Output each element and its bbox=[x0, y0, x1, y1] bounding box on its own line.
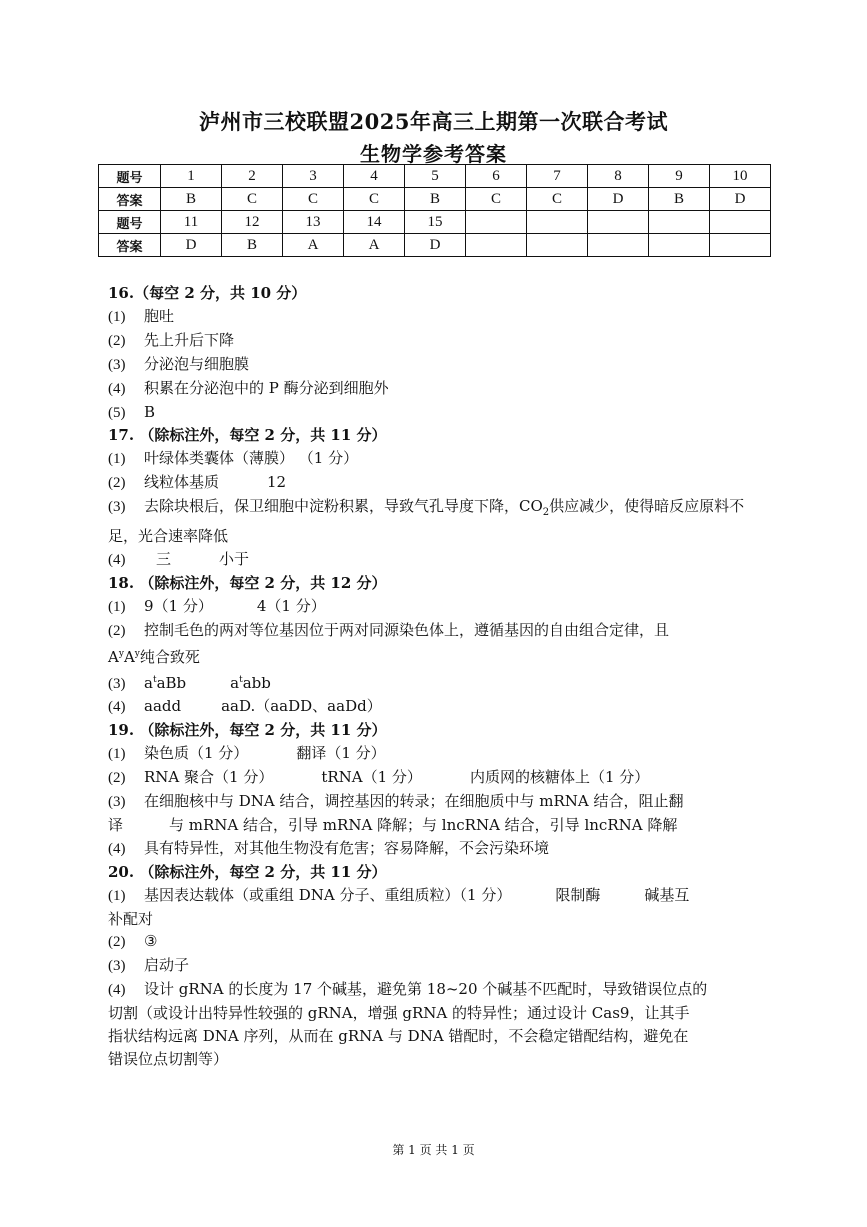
table-row bbox=[99, 211, 771, 234]
answer-text: 控制毛色的两对等位基因位于两对同源染色体上，遵循基因的自由组合定律，且 bbox=[144, 620, 670, 639]
answer-text: 启动子 bbox=[144, 956, 190, 975]
q18-answer-2-cont bbox=[108, 643, 764, 669]
table-cell: 1 bbox=[161, 165, 222, 188]
answer-text: 翻译（1 分） bbox=[296, 744, 386, 763]
answer-text: 4（1 分） bbox=[256, 596, 326, 615]
table-row-label: 答案 bbox=[99, 188, 161, 211]
item-number: (4) bbox=[108, 551, 126, 568]
q18-header: 18. （除标注外，每空 2 分，共 12 分） bbox=[108, 573, 387, 592]
answer-text: RNA 聚合（1 分） bbox=[144, 768, 274, 787]
table-cell: D bbox=[710, 188, 771, 211]
superscript: y bbox=[118, 648, 124, 659]
q16-answer-1 bbox=[108, 305, 764, 329]
q20-answer-1-cont: 补配对 bbox=[108, 909, 154, 928]
genotype: A bbox=[123, 647, 135, 666]
answer-text: 9（1 分） bbox=[144, 596, 213, 615]
answer-text: 叶绿体类囊体（薄膜） （1 分） bbox=[144, 449, 359, 468]
table-cell: 5 bbox=[405, 165, 466, 188]
answer-text: 供应减少，使得暗反应原料不足，光合速率降低 bbox=[108, 497, 745, 546]
item-number: (1) bbox=[108, 598, 126, 615]
table-cell bbox=[527, 211, 588, 234]
table-cell: C bbox=[466, 188, 527, 211]
table-cell bbox=[649, 211, 710, 234]
answer-text: 小于 bbox=[219, 549, 250, 568]
item-number: (1) bbox=[108, 887, 126, 904]
genotype: abb bbox=[242, 673, 271, 692]
table-cell: 8 bbox=[588, 165, 649, 188]
answer-text: 具有特异性，对其他生物没有危害；容易降解，不会污染环境 bbox=[144, 838, 550, 857]
q18-answer-1 bbox=[108, 595, 764, 619]
item-number: (3) bbox=[108, 499, 126, 516]
item-number: (2) bbox=[108, 770, 126, 787]
q19-answer-2 bbox=[108, 766, 764, 790]
exam-subtitle: 生物学参考答案 bbox=[360, 142, 507, 166]
superscript: y bbox=[134, 648, 140, 659]
table-row-label: 题号 bbox=[99, 211, 161, 234]
table-cell: C bbox=[344, 188, 405, 211]
table-cell: B bbox=[222, 234, 283, 257]
q19-answer-1 bbox=[108, 742, 764, 766]
table-row bbox=[99, 234, 771, 257]
item-number: (1) bbox=[108, 746, 126, 763]
q17-answer-2 bbox=[108, 471, 764, 495]
table-cell: 4 bbox=[344, 165, 405, 188]
q19-header: 19. （除标注外，每空 2 分，共 11 分） bbox=[108, 721, 387, 740]
item-number: (4) bbox=[108, 380, 126, 397]
q17-answer-3 bbox=[108, 495, 764, 548]
item-number: (4) bbox=[108, 840, 126, 857]
q19-answer-4 bbox=[108, 837, 764, 861]
table-cell: B bbox=[161, 188, 222, 211]
item-number: (2) bbox=[108, 934, 126, 951]
table-cell: 9 bbox=[649, 165, 710, 188]
q18-answer-3 bbox=[108, 669, 764, 696]
item-number: (2) bbox=[108, 475, 126, 492]
item-number: (1) bbox=[108, 451, 126, 468]
table-cell: 13 bbox=[283, 211, 344, 234]
subscript: 2 bbox=[542, 507, 550, 519]
q20-answer-4-cont: 指状结构远离 DNA 序列，从而在 gRNA 与 DNA 错配时，不会稳定错配结构，避免在 bbox=[108, 1027, 689, 1046]
table-row-label: 题号 bbox=[99, 165, 161, 188]
table-cell: A bbox=[344, 234, 405, 257]
answer-body bbox=[108, 282, 764, 1071]
table-cell bbox=[527, 234, 588, 257]
answer-text: tRNA（1 分） bbox=[321, 768, 422, 787]
table-cell: C bbox=[222, 188, 283, 211]
table-cell: D bbox=[161, 234, 222, 257]
table-cell: 12 bbox=[222, 211, 283, 234]
q17-header: 17. （除标注外，每空 2 分，共 11 分） bbox=[108, 426, 387, 445]
q19-answer-3 bbox=[108, 790, 764, 814]
table-cell: 10 bbox=[710, 165, 771, 188]
table-row bbox=[99, 188, 771, 211]
genotype: a bbox=[230, 673, 240, 692]
q20-header: 20. （除标注外，每空 2 分，共 11 分） bbox=[108, 862, 387, 881]
item-number: (5) bbox=[108, 404, 126, 421]
item-number: (1) bbox=[108, 308, 126, 325]
table-cell: B bbox=[649, 188, 710, 211]
table-cell: 2 bbox=[222, 165, 283, 188]
q17-answer-4 bbox=[108, 548, 764, 572]
item-number: (3) bbox=[108, 675, 126, 692]
item-number: (4) bbox=[108, 982, 126, 999]
table-row bbox=[99, 165, 771, 188]
answer-text: aaD.（aaDD、aaDd） bbox=[221, 697, 382, 716]
answer-text: 先上升后下降 bbox=[144, 330, 235, 349]
table-cell: 15 bbox=[405, 211, 466, 234]
answer-text: 积累在分泌泡中的 P 酶分泌到细胞外 bbox=[144, 378, 389, 397]
item-number: (3) bbox=[108, 356, 126, 373]
answer-text: 12 bbox=[267, 473, 287, 492]
q17-answer-1 bbox=[108, 447, 764, 471]
table-cell: 7 bbox=[527, 165, 588, 188]
table-row-label: 答案 bbox=[99, 234, 161, 257]
table-cell bbox=[466, 234, 527, 257]
answer-text: 基因表达载体（或重组 DNA 分子、重组质粒）（1 分） bbox=[144, 885, 512, 904]
answer-text: 三 bbox=[156, 549, 172, 568]
genotype: A bbox=[108, 647, 119, 666]
q19-answer-3-cont bbox=[108, 814, 764, 837]
exam-title: 泸州市三校联盟2025年高三上期第一次联合考试 bbox=[199, 109, 668, 134]
item-number: (4) bbox=[108, 699, 126, 716]
q20-answer-4-cont: 切割（或设计出特异性较强的 gRNA，增强 gRNA 的特异性；通过设计 Cas9，让其手 bbox=[108, 1004, 690, 1023]
q18-answer-2 bbox=[108, 619, 764, 643]
q16-answer-2 bbox=[108, 329, 764, 353]
table-cell: B bbox=[405, 188, 466, 211]
q16-answer-5 bbox=[108, 401, 764, 425]
superscript: t bbox=[152, 674, 157, 685]
q18-answer-4 bbox=[108, 695, 764, 719]
table-cell: C bbox=[527, 188, 588, 211]
table-cell: D bbox=[588, 188, 649, 211]
answer-text: B bbox=[144, 402, 156, 421]
table-cell: 6 bbox=[466, 165, 527, 188]
answer-text: 碱基互 bbox=[644, 885, 690, 904]
q20-answer-1 bbox=[108, 884, 764, 908]
q16-header: 16.（每空 2 分，共 10 分） bbox=[108, 284, 307, 302]
answer-text: 设计 gRNA 的长度为 17 个碱基，避免第 18~20 个碱基不匹配时，导致错误位点的 bbox=[144, 980, 708, 999]
superscript: t bbox=[239, 674, 243, 685]
q20-answer-2 bbox=[108, 930, 764, 954]
genotype: a bbox=[144, 673, 153, 692]
table-cell bbox=[588, 234, 649, 257]
item-number: (2) bbox=[108, 332, 126, 349]
answer-text: 线粒体基质 bbox=[144, 473, 220, 492]
table-cell: 3 bbox=[283, 165, 344, 188]
table-cell: C bbox=[283, 188, 344, 211]
answer-text: 染色质（1 分） bbox=[144, 744, 249, 763]
q20-answer-4 bbox=[108, 978, 764, 1002]
page-footer: 第 1 页 共 1 页 bbox=[392, 1143, 475, 1157]
table-cell: D bbox=[405, 234, 466, 257]
table-cell: A bbox=[283, 234, 344, 257]
table-cell bbox=[710, 234, 771, 257]
answer-text: 限制酶 bbox=[555, 885, 601, 904]
table-cell bbox=[710, 211, 771, 234]
genotype: aBb bbox=[156, 673, 187, 692]
item-number: (2) bbox=[108, 622, 126, 639]
q16-answer-3 bbox=[108, 353, 764, 377]
q16-answer-4 bbox=[108, 377, 764, 401]
answer-text: aadd bbox=[144, 697, 182, 716]
item-number: (3) bbox=[108, 958, 126, 975]
table-cell: 14 bbox=[344, 211, 405, 234]
item-number: (3) bbox=[108, 794, 126, 811]
table-cell: 11 bbox=[161, 211, 222, 234]
answer-text: 内质网的核糖体上（1 分） bbox=[469, 768, 650, 787]
answer-text: 胞吐 bbox=[144, 306, 175, 325]
answer-text: ③ bbox=[144, 932, 158, 951]
answer-table bbox=[98, 164, 771, 257]
answer-text: 纯合致死 bbox=[139, 647, 200, 666]
answer-text: 译 bbox=[108, 815, 124, 834]
answer-text: 与 mRNA 结合，引导 mRNA 降解；与 lncRNA 结合，引导 lncRNA 降解 bbox=[169, 815, 678, 834]
q20-answer-4-cont: 错误位点切割等） bbox=[108, 1050, 229, 1068]
table-cell bbox=[649, 234, 710, 257]
answer-text: 去除块根后，保卫细胞中淀粉积累，导致气孔导度下降，CO bbox=[144, 497, 543, 516]
answer-text: 在细胞核中与 DNA 结合，调控基因的转录；在细胞质中与 mRNA 结合，阻止翻 bbox=[144, 792, 684, 811]
answer-text: 分泌泡与细胞膜 bbox=[144, 354, 250, 373]
table-cell bbox=[466, 211, 527, 234]
q20-answer-3 bbox=[108, 954, 764, 978]
table-cell bbox=[588, 211, 649, 234]
